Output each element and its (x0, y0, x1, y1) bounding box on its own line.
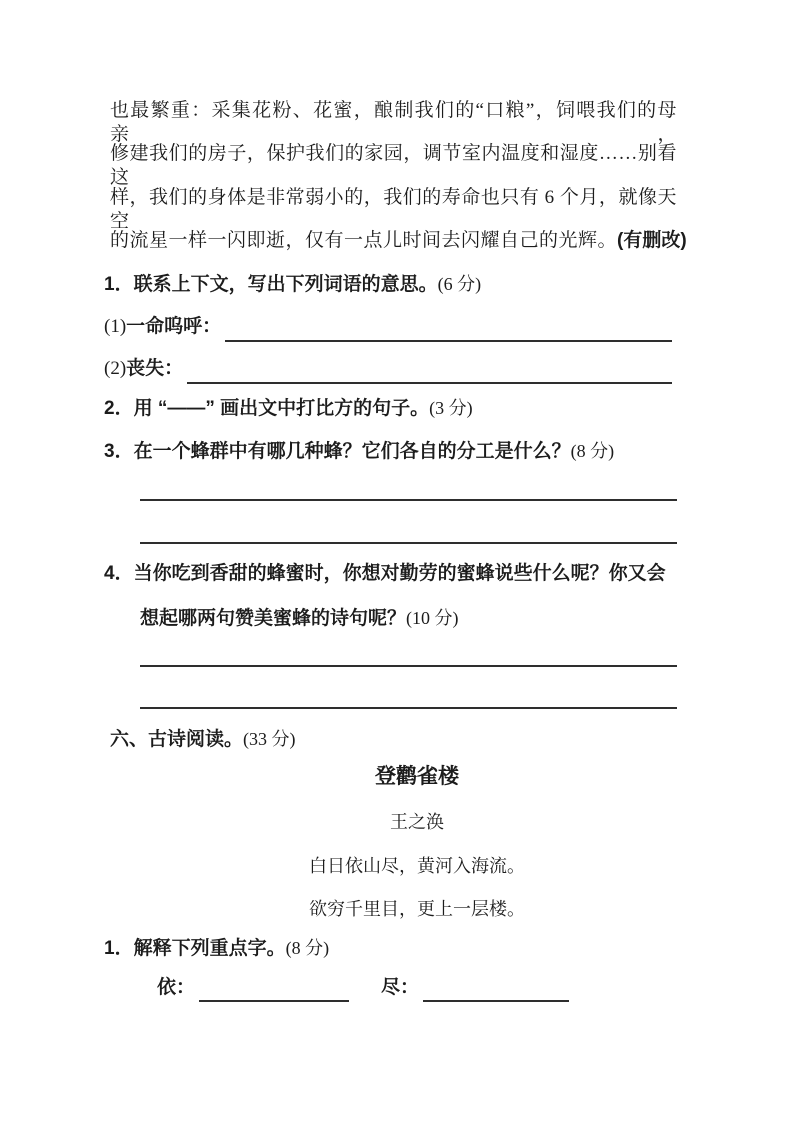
answer-line (140, 499, 677, 501)
definition-item-1-word: 一命呜呼： (126, 316, 222, 337)
poem-line-1: 白日依山尽，黄河入海流。 (309, 856, 525, 876)
answer-blank (225, 314, 672, 342)
poem-author: 王之涣 (390, 812, 444, 832)
passage-line-1: 也最繁重：采集花粉、花蜜，酿制我们的“口粮”，饲喂我们的母亲， (110, 100, 677, 145)
passage-line-2: 修建我们的房子，保护我们的家园，调节室内温度和湿度……别看这 (110, 143, 677, 188)
question-2-label: 2．用 “——” 画出文中打比方的句子。 (104, 398, 430, 419)
question-1-score: (6 分) (437, 274, 482, 294)
question-3-label: 3．在一个蜂群中有哪几种蜂？它们各自的分工是什么？ (104, 441, 571, 462)
question-4-label: 想起哪两句赞美蜜蜂的诗句呢？ (140, 608, 407, 629)
question-3-score: (8 分) (570, 441, 615, 461)
definition-item-2-number: (2) (104, 358, 127, 379)
definition-item-2-word: 丧失： (126, 358, 184, 379)
passage-line-4 (110, 229, 687, 253)
question-2-score: (3 分) (429, 398, 473, 418)
question-1-label: 1．联系上下文，写出下列词语的意思。 (104, 274, 438, 295)
poem-question-1-score: (8 分) (285, 938, 330, 958)
section-6-score: (33 分) (243, 729, 296, 749)
answer-blank (187, 356, 672, 384)
definition-item-1 (104, 314, 672, 342)
answer-line (140, 665, 677, 667)
character-blanks-row (157, 976, 637, 1002)
section-6-label: 六、古诗阅读。 (110, 729, 244, 750)
answer-line (140, 542, 677, 544)
question-1 (104, 272, 680, 297)
spacer (349, 976, 381, 1002)
question-4-line-2 (140, 606, 716, 631)
question-3 (104, 439, 680, 464)
passage-line-4-text: 的流星一样一闪即逝，仅有一点儿时间去闪耀自己的光辉。 (110, 230, 618, 251)
definition-item-1-number: (1) (104, 316, 127, 337)
definition-item-2 (104, 356, 672, 384)
passage-line-3: 样，我们的身体是非常弱小的，我们的寿命也只有 6 个月，就像天空 (110, 187, 677, 232)
poem-question-1-label: 1．解释下列重点字。 (104, 938, 286, 959)
answer-line (140, 707, 677, 709)
poem-line-2: 欲穷千里目，更上一层楼。 (309, 899, 525, 919)
question-4-score: (10 分) (406, 608, 459, 628)
answer-blank (423, 976, 569, 1002)
section-6-heading (110, 727, 686, 752)
poem-question-1 (104, 936, 680, 961)
question-2 (104, 396, 680, 421)
character-1-label: 依： (157, 977, 196, 998)
question-4-line-1: 4．当你吃到香甜的蜂蜜时，你想对勤劳的蜜蜂说些什么呢？你又会 (104, 563, 666, 584)
poem-title: 登鹳雀楼 (375, 765, 459, 788)
passage-edit-note: (有删改) (617, 230, 687, 251)
answer-blank (199, 976, 349, 1002)
character-2-label: 尽： (381, 977, 420, 998)
